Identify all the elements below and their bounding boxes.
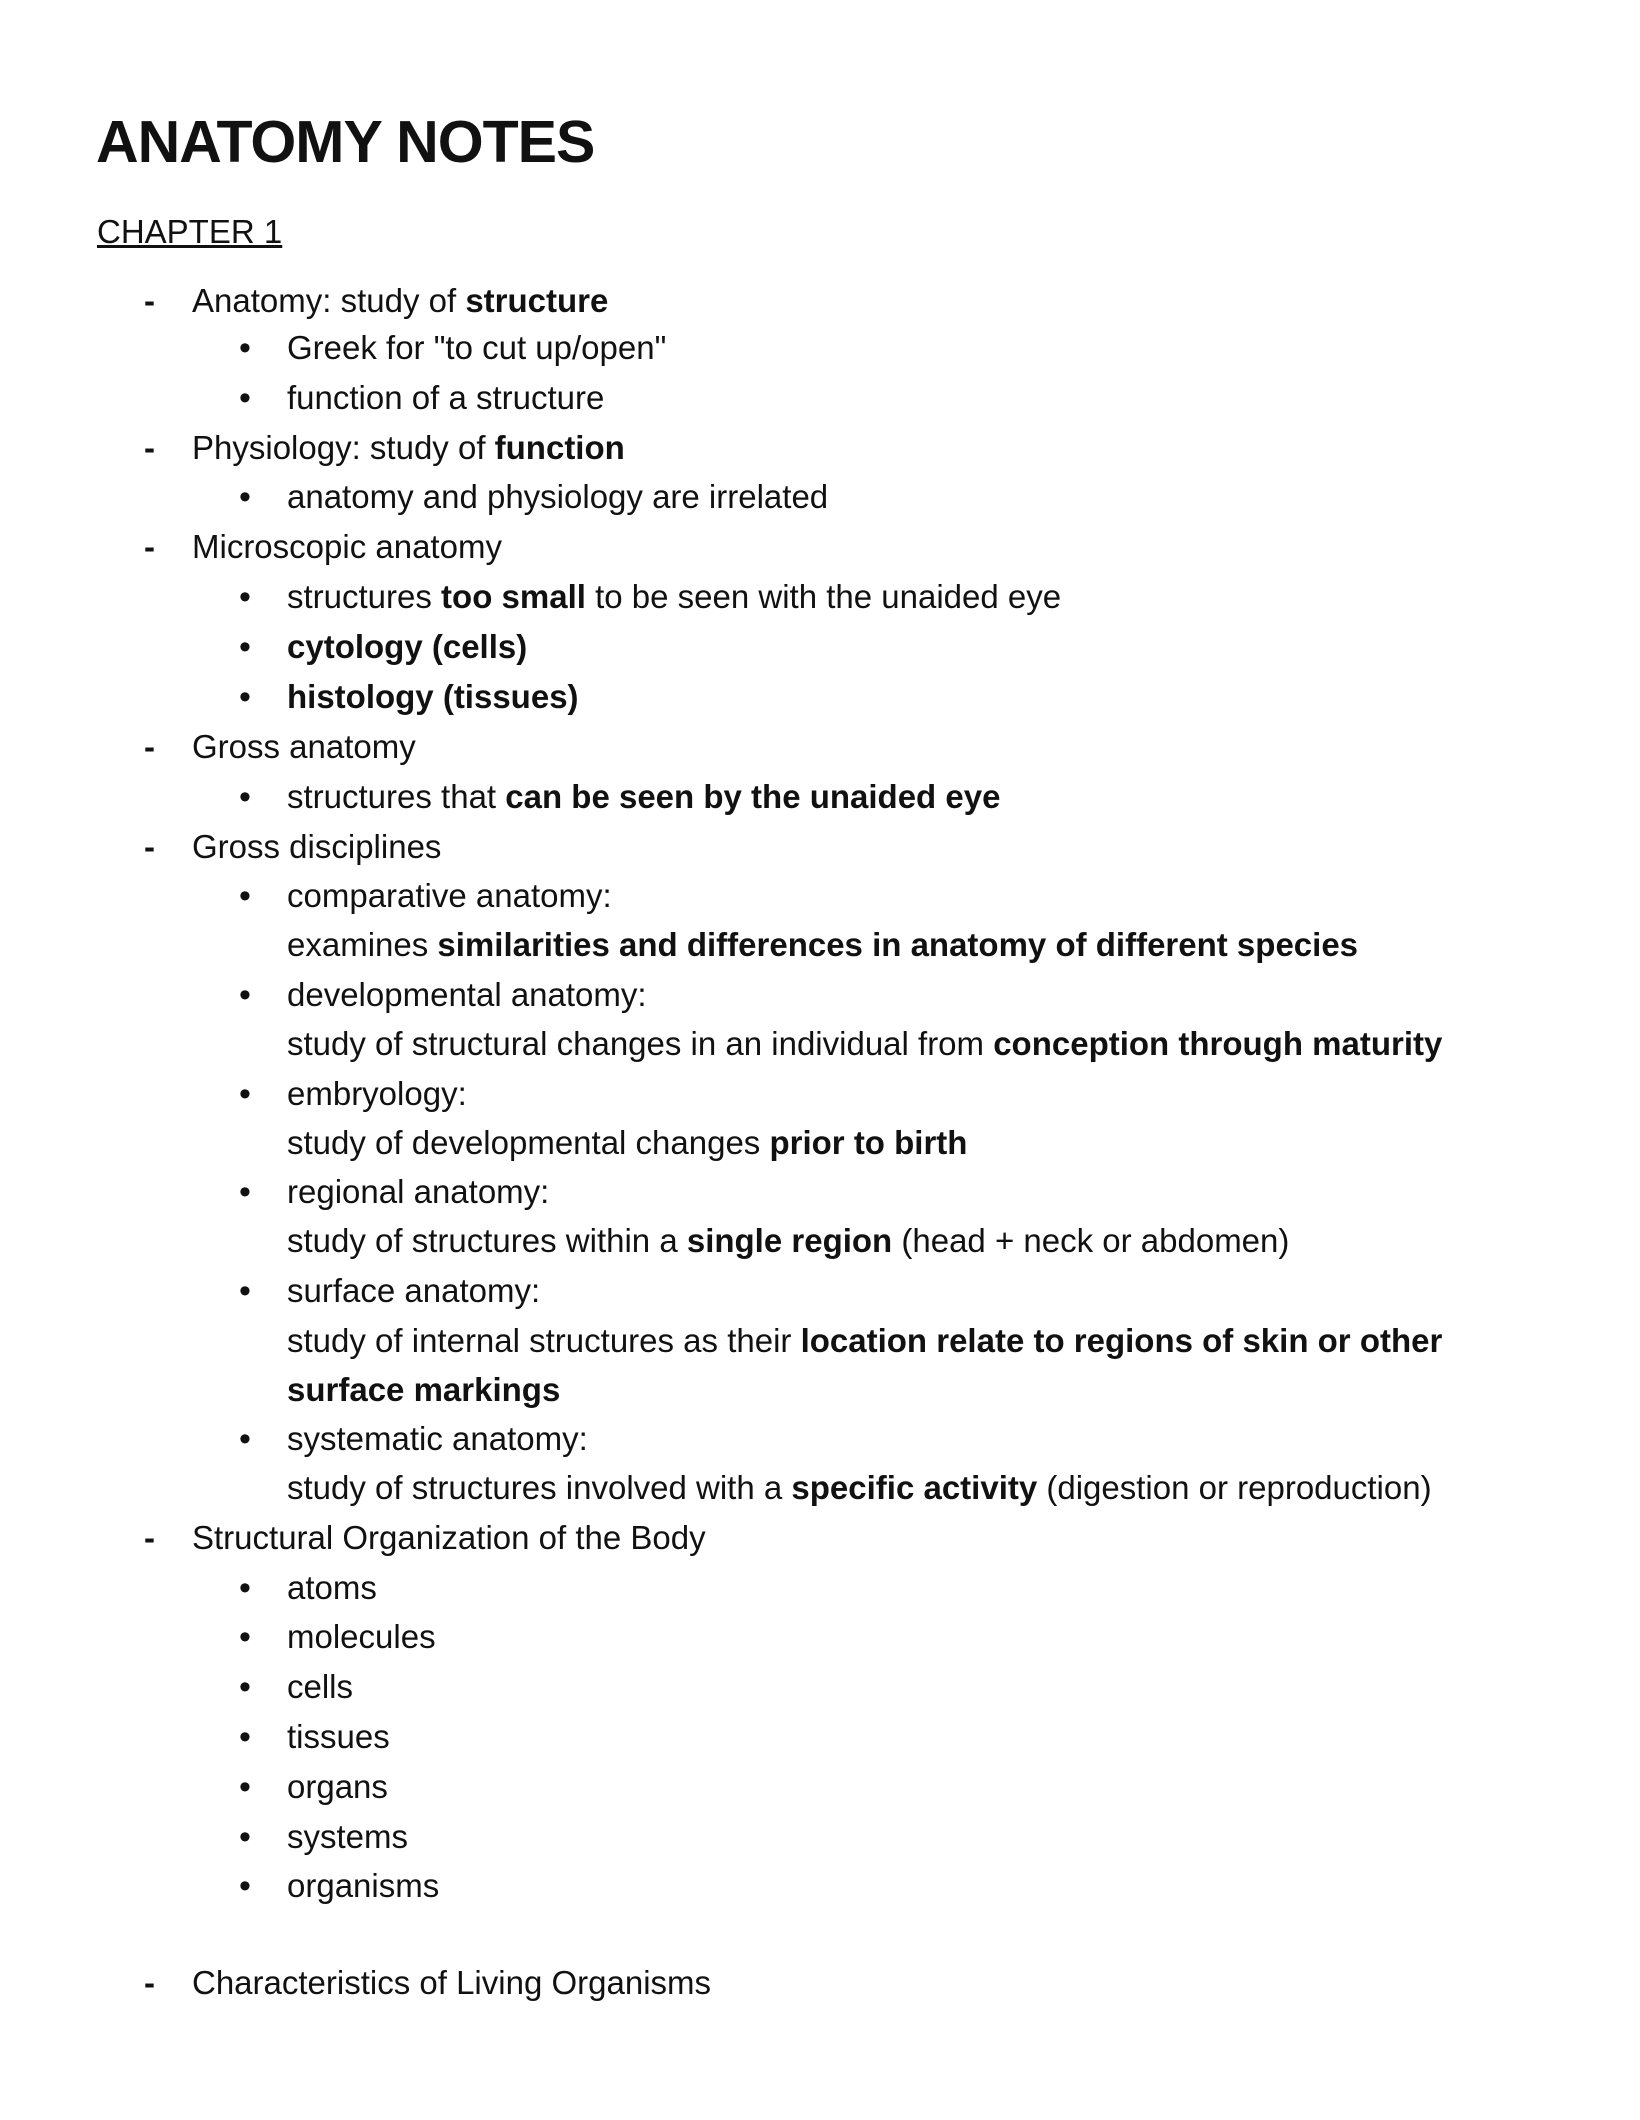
bullet-marker: •: [239, 1818, 251, 1856]
bullet-marker: •: [239, 877, 251, 915]
text-segment: comparative anatomy:: [287, 877, 612, 914]
dash-marker: -: [144, 1964, 155, 2001]
outline-text: [287, 1767, 388, 1807]
dash-marker: -: [144, 728, 155, 765]
dash-marker: -: [144, 528, 155, 565]
bold-text-segment: conception through maturity: [993, 1025, 1443, 1062]
text-segment: Gross anatomy: [192, 728, 416, 765]
outline-text: [192, 727, 416, 767]
text-segment: systems: [287, 1818, 409, 1855]
outline-text: [287, 1172, 549, 1212]
text-segment: molecules: [287, 1618, 436, 1655]
outline-text: [287, 1321, 1442, 1361]
text-segment: Microscopic anatomy: [192, 528, 502, 565]
bullet-marker: •: [239, 329, 251, 367]
outline-text: [192, 527, 502, 567]
text-segment: study of developmental changes: [287, 1124, 770, 1161]
outline-text: [287, 1419, 588, 1459]
text-segment: tissues: [287, 1718, 390, 1755]
text-segment: Physiology: study of: [192, 429, 495, 466]
bullet-marker: •: [239, 1618, 251, 1656]
outline-text: [287, 876, 612, 916]
text-segment: organisms: [287, 1867, 440, 1904]
bullet-marker: •: [239, 1668, 251, 1706]
dash-marker: -: [144, 828, 155, 865]
outline-text: [287, 328, 666, 368]
outline-text: [287, 1866, 439, 1906]
text-segment: organs: [287, 1768, 388, 1805]
text-segment: (digestion or reproduction): [1037, 1469, 1432, 1506]
outline-text: [287, 1817, 408, 1857]
outline-text: [287, 1074, 467, 1114]
outline-text: [287, 1370, 560, 1410]
bullet-marker: •: [239, 628, 251, 666]
bullet-marker: •: [239, 379, 251, 417]
bold-text-segment: structure: [465, 282, 609, 319]
text-segment: Characteristics of Living Organisms: [192, 1964, 712, 2001]
bullet-marker: •: [239, 1768, 251, 1806]
bold-text-segment: can be seen by the unaided eye: [505, 778, 1001, 815]
bullet-marker: •: [239, 1569, 251, 1607]
chapter-heading: CHAPTER 1: [97, 213, 283, 250]
outline-text: [287, 1221, 1289, 1261]
bold-text-segment: location relate to regions of skin or other: [800, 1322, 1443, 1359]
dash-marker: -: [144, 429, 155, 466]
outline-text: [287, 378, 604, 418]
text-segment: study of structures within a: [287, 1222, 687, 1259]
outline-text: [287, 1468, 1432, 1508]
text-segment: structures that: [287, 778, 506, 815]
bullet-marker: •: [239, 778, 251, 816]
outline-text: [192, 1518, 706, 1558]
bullet-marker: •: [239, 578, 251, 616]
outline-text: [287, 1024, 1442, 1064]
text-segment: anatomy and physiology are irrelated: [287, 478, 829, 515]
bold-text-segment: prior to birth: [769, 1124, 968, 1161]
text-segment: surface anatomy:: [287, 1272, 541, 1309]
bullet-marker: •: [239, 976, 251, 1014]
outline-text: [287, 1667, 353, 1707]
bullet-marker: •: [239, 1420, 251, 1458]
text-segment: systematic anatomy:: [287, 1420, 588, 1457]
bullet-marker: •: [239, 1173, 251, 1211]
outline-text: [287, 1271, 540, 1311]
bullet-marker: •: [239, 478, 251, 516]
bold-text-segment: function: [494, 429, 625, 466]
text-segment: (head + neck or abdomen): [892, 1222, 1290, 1259]
bold-text-segment: similarities and differences in anatomy of different species: [437, 926, 1359, 963]
text-segment: cells: [287, 1668, 354, 1705]
text-segment: embryology:: [287, 1075, 467, 1112]
bold-text-segment: surface markings: [287, 1371, 561, 1408]
bullet-marker: •: [239, 678, 251, 716]
document-title: ANATOMY NOTES: [96, 109, 595, 175]
outline-text: [287, 577, 1061, 617]
outline-text: [192, 827, 441, 867]
bold-text-segment: histology (tissues): [287, 678, 579, 715]
text-segment: Structural Organization of the Body: [192, 1519, 706, 1556]
bold-text-segment: specific activity: [791, 1469, 1038, 1506]
text-segment: Greek for "to cut up/open": [287, 329, 667, 366]
bullet-marker: •: [239, 1075, 251, 1113]
bullet-marker: •: [239, 1867, 251, 1905]
text-segment: to be seen with the unaided eye: [585, 578, 1062, 615]
bullet-marker: •: [239, 1272, 251, 1310]
outline-text: [287, 677, 579, 717]
text-segment: study of structures involved with a: [287, 1469, 792, 1506]
outline-text: [287, 1617, 436, 1657]
outline-text: [287, 627, 527, 667]
text-segment: Gross disciplines: [192, 828, 442, 865]
bullet-marker: •: [239, 1718, 251, 1756]
outline-text: [287, 1123, 967, 1163]
outline-text: [287, 1568, 377, 1608]
outline-text: [287, 477, 828, 517]
outline-text: [192, 1963, 711, 2003]
text-segment: function of a structure: [287, 379, 605, 416]
outline-text: [287, 1717, 390, 1757]
outline-text: [287, 925, 1358, 965]
dash-marker: -: [144, 1519, 155, 1556]
outline-text: [287, 975, 647, 1015]
text-segment: study of internal structures as their: [287, 1322, 801, 1359]
text-segment: Anatomy: study of: [192, 282, 466, 319]
text-segment: atoms: [287, 1569, 377, 1606]
outline-text: [287, 777, 1000, 817]
bold-text-segment: single region: [686, 1222, 893, 1259]
text-segment: developmental anatomy:: [287, 976, 647, 1013]
bold-text-segment: too small: [441, 578, 586, 615]
outline-text: [192, 428, 625, 468]
text-segment: study of structural changes in an individual from: [287, 1025, 994, 1062]
text-segment: regional anatomy:: [287, 1173, 550, 1210]
text-segment: structures: [287, 578, 442, 615]
bold-text-segment: cytology (cells): [287, 628, 528, 665]
outline-text: [192, 281, 608, 321]
text-segment: examines: [287, 926, 438, 963]
dash-marker: -: [144, 282, 155, 319]
